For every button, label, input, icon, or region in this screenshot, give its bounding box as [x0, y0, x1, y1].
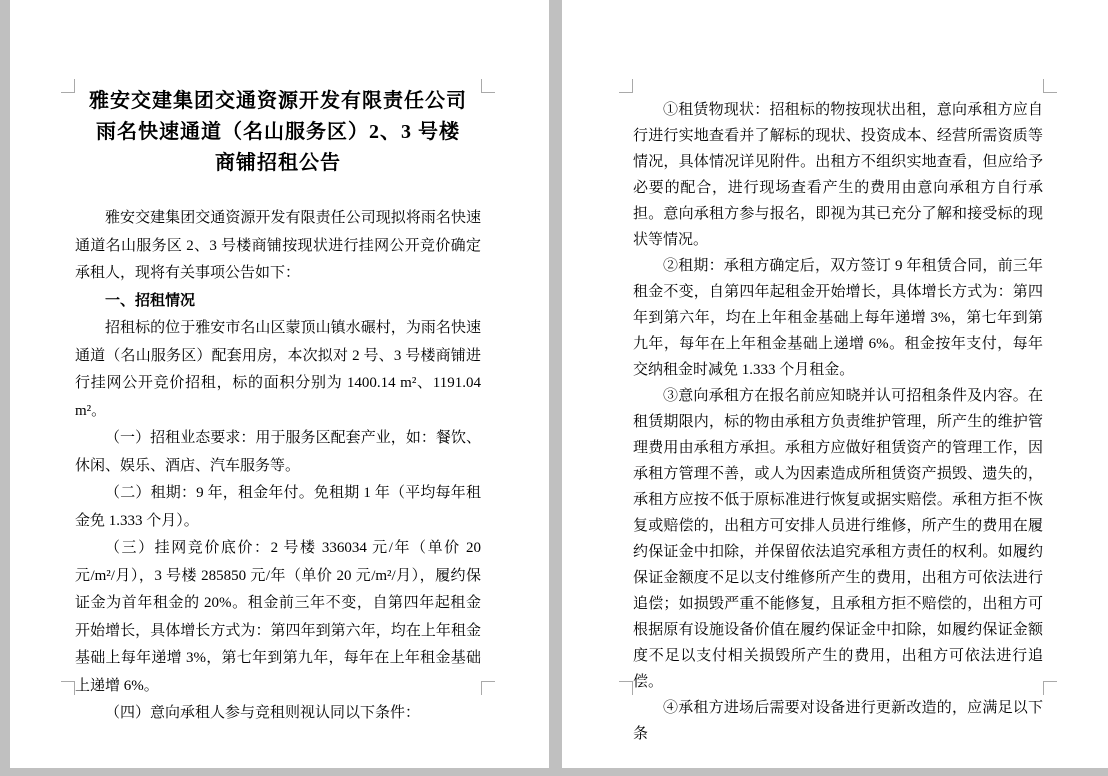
margin-cropmark-bottom-right [481, 681, 495, 695]
paragraph: ②租期：承租方确定后，双方签订 9 年租赁合同，前三年租金不变，自第四年起租金开始增长，具体增长方式为：第四年到第六年，均在上年租金基础上每年递增 3%，第七年到第九年，每年在上年租金基础上递增 6%。租金按年支付，每年交纳租金时减免 1.333 个月租金。 [633, 258, 1043, 378]
paragraph: ①租赁物现状：招租标的物按现状出租，意向承租方应自行进行实地查看并了解标的现状、投资成本、经营所需资质等情况，具体情况详见附件。出租方不组织实地查看，但应给予必要的配合，进行现场查看产生的费用由意向承租方自行承担。意向承租方参与报名，即视为其已充分了解和接受标的现状等情况。 [633, 102, 1043, 248]
paragraph: （四）意向承租人参与竞租则视认同以下条件： [105, 705, 421, 721]
margin-cropmark-bottom-left [61, 681, 75, 695]
document-title [75, 86, 481, 179]
page-2-content [633, 0, 1043, 747]
paragraph: （三）挂网竞价底价：2 号楼 336034 元/年（单价 20 元/m²/月），3 号楼 285850 元/年（单价 20 元/m²/月），履约保证金为首年租金的 20%。租金前三年不变，自第四年起租金开始增长，具体增长方式为：第四年到第六年，均在上年租金基础上每年递增 3%，第七年到第九年，每年在上年租金基础上递增 6%。 [75, 540, 481, 694]
page-2-body [633, 97, 1043, 747]
title-line-3: 商铺招租公告 [215, 152, 341, 174]
margin-cropmark-bottom-right [1043, 681, 1057, 695]
page-1-content [75, 0, 481, 728]
margin-cropmark-top-left [61, 79, 75, 93]
page-1-body [75, 205, 481, 728]
paragraph: 招租标的位于雅安市名山区蒙顶山镇水碾村，为雨名快速通道（名山服务区）配套用房，本次拟对 2 号、3 号楼商铺进行挂网公开竞价招租，标的面积分别为 1400.14 m²、1191.04 m²。 [75, 320, 481, 419]
margin-cropmark-bottom-left [619, 681, 633, 695]
margin-cropmark-top-right [1043, 79, 1057, 93]
paragraph: 雅安交建集团交通资源开发有限责任公司现拟将雨名快速通道名山服务区 2、3 号楼商铺按现状进行挂网公开竞价确定承租人，现将有关事项公告如下： [75, 210, 481, 281]
paragraph: ④承租方进场后需要对设备进行更新改造的，应满足以下条 [633, 700, 1043, 742]
section-heading: 一、招租情况 [105, 292, 196, 309]
paragraph: （二）租期：9 年，租金年付。免租期 1 年（平均每年租金免 1.333 个月）。 [75, 485, 481, 529]
title-line-2: 雨名快速通道（名山服务区）2、3 号楼 [96, 121, 460, 143]
page-2[interactable] [562, 0, 1108, 768]
margin-cropmark-top-left [619, 79, 633, 93]
title-line-1: 雅安交建集团交通资源开发有限责任公司 [89, 90, 467, 112]
margin-cropmark-top-right [481, 79, 495, 93]
page-1[interactable] [10, 0, 549, 768]
paragraph: （一）招租业态要求：用于服务区配套产业，如：餐饮、休闲、娱乐、酒店、汽车服务等。 [75, 430, 481, 474]
paragraph: ③意向承租方在报名前应知晓并认可招租条件及内容。在租赁期限内，标的物由承租方负责维护管理，所产生的维护管理费用由承租方承担。承租方应做好租赁资产的管理工作，因承租方管理不善，或人为因素造成所租赁资产损毁、遗失的，承租方应按不低于原标准进行恢复或据实赔偿。承租方拒不恢复或赔偿的，出租方可安排人员进行维修，所产生的费用在履约保证金中扣除，并保留依法追究承租方责任的权利。如履约保证金额度不足以支付维修所产生的费用，出租方可依法进行追偿；如损毁严重不能修复，且承租方拒不赔偿的，出租方可根据原有设施设备价值在履约保证金中扣除，如履约保证金额度不足以支付相关损毁所产生的费用，出租方可依法进行追偿。 [633, 388, 1043, 690]
